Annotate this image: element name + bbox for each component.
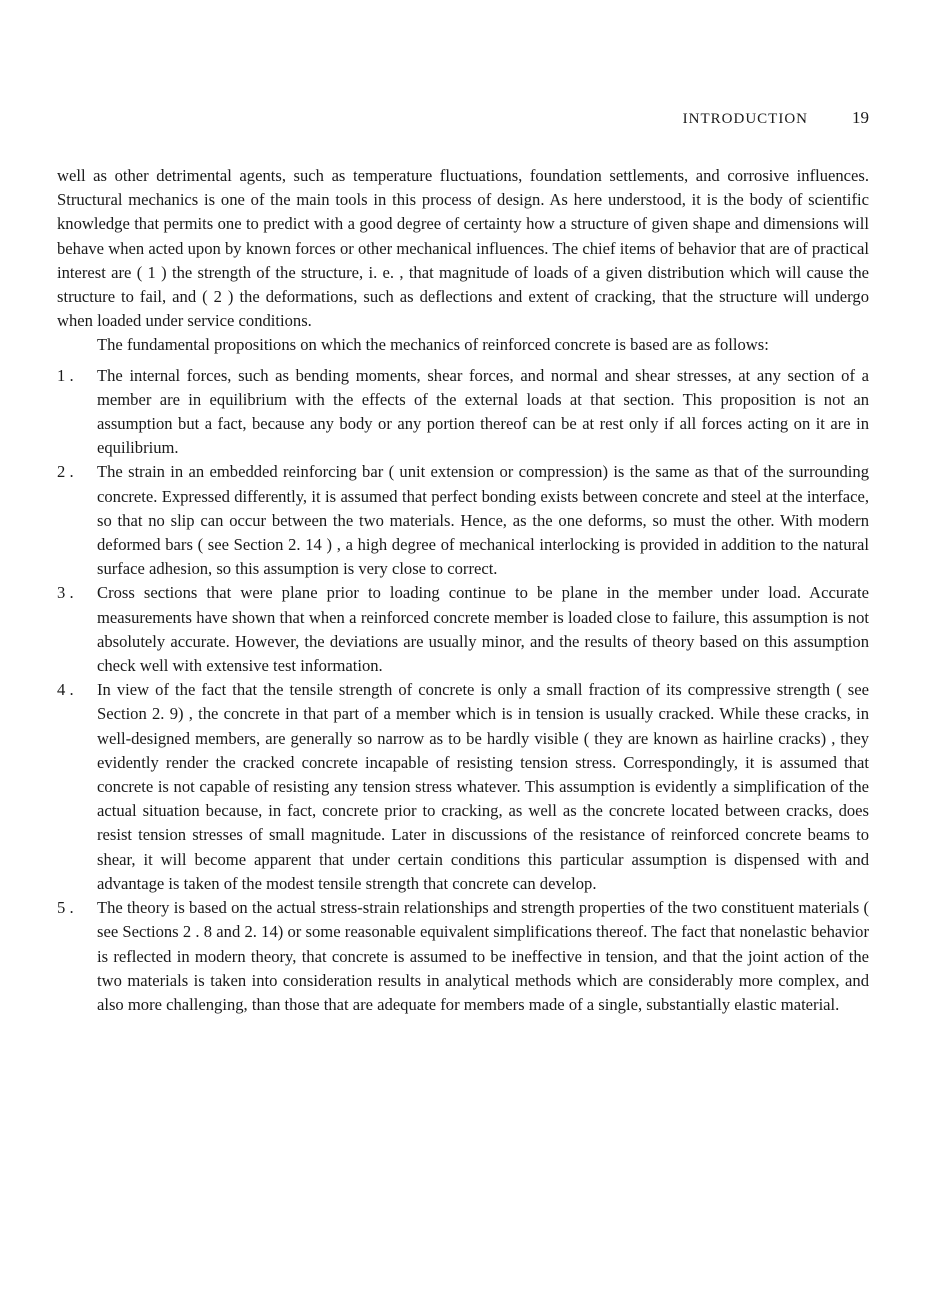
list-item-number: 1 . (57, 365, 74, 385)
list-item (57, 678, 869, 896)
list-item-text: The theory is based on the actual stress-strain relationships and strength properties of the two constituent materials ( see Sections 2 . 8 and 2. 14) or some reasonable equivalent simplifications thereof. The fact that nonelastic behavior is reflected in modern theory, that concrete is assumed to be ineffective in tension, and that the joint action of the two materials is taken into consideration results in analytical methods which are considerably more complex, and also more challenging, than those that are adequate for members made of a single, substantially elastic material. (97, 898, 869, 1014)
list-item-text: The strain in an embedded reinforcing bar ( unit extension or compression) is the same as that of the surrounding concrete. Expressed differently, it is assumed that perfect bonding exists between concrete and steel at the interface, so that no slip can occur between the two materials. Hence, as the one deforms, so must the other. With modern deformed bars ( see Section 2. 14 ) , a high degree of mechanical interlocking is provided in addition to the natural surface adhesion, so this assumption is very close to correct. (97, 462, 869, 579)
page-number: 19 (852, 108, 869, 127)
book-page (57, 108, 869, 1017)
list-item (57, 460, 869, 581)
list-item (57, 364, 869, 461)
list-item (57, 896, 869, 1017)
list-item-text: In view of the fact that the tensile strength of concrete is only a small fraction of its compressive strength ( see Section 2. 9) , the concrete in that part of a member which is in tension is usually cracked. While these cracks, in well-designed members, are generally so narrow as to be hardly visible ( they are known as hairline cracks) , they evidently render the cracked concrete incapable of resisting tension stress. Correspondingly, it is assumed that concrete is not capable of resisting any tension stress whatever. This assumption is evidently a simplification of the actual situation because, in fact, concrete prior to cracking, as well as the concrete located between cracks, does resist tension stresses of small magnitude. Later in discussions of the resistance of reinforced concrete beams to shear, it will become apparent that under certain conditions this particular assumption is dispensed with and advantage is taken of the modest tensile strength that concrete can develop. (97, 680, 869, 893)
list-item-number: 5 . (57, 898, 74, 918)
list-item (57, 581, 869, 678)
list-item-text: The internal forces, such as bending moments, shear forces, and normal and shear stresses, at any section of a member are in equilibrium with the effects of the external loads at that section. This proposition is not an assumption but a fact, because any body or any portion thereof can be at rest only if all forces acting on it are in equilibrium. (97, 365, 869, 458)
running-title: INTRODUCTION (682, 111, 808, 127)
list-item-text: Cross sections that were plane prior to loading continue to be plane in the member under load. Accurate measurements have shown that when a reinforced concrete member is loaded close to failure, this assumption is not absolutely accurate. However, the deviations are usually minor, and the results of theory based on this assumption check well with extensive test information. (97, 583, 869, 676)
body-text (57, 164, 869, 1017)
list-item-number: 4 . (57, 680, 74, 700)
list-item-number: 3 . (57, 583, 74, 603)
running-header (57, 108, 869, 136)
paragraph-continuation: well as other detrimental agents, such as temperature fluctuations, foundation settlements, and corrosive influences. Structural mechanics is one of the main tools in this process of design. As here understood, it is the body of scientific knowledge that permits one to predict with a good degree of certainty how a structure of given shape and dimensions will behave when acted upon by known forces or other mechanical influences. The chief items of behavior that are of practical interest are ( 1 ) the strength of the structure, i. e. , that magnitude of loads of a given distribution which will cause the structure to fail, and ( 2 ) the deformations, such as deflections and extent of cracking, that the structure will undergo when loaded under service conditions. (57, 166, 869, 331)
paragraph-propositions-intro: The fundamental propositions on which the mechanics of reinforced concrete is based are as follows: (97, 335, 769, 355)
list-item-number: 2 . (57, 462, 74, 482)
propositions-list (57, 364, 869, 1017)
